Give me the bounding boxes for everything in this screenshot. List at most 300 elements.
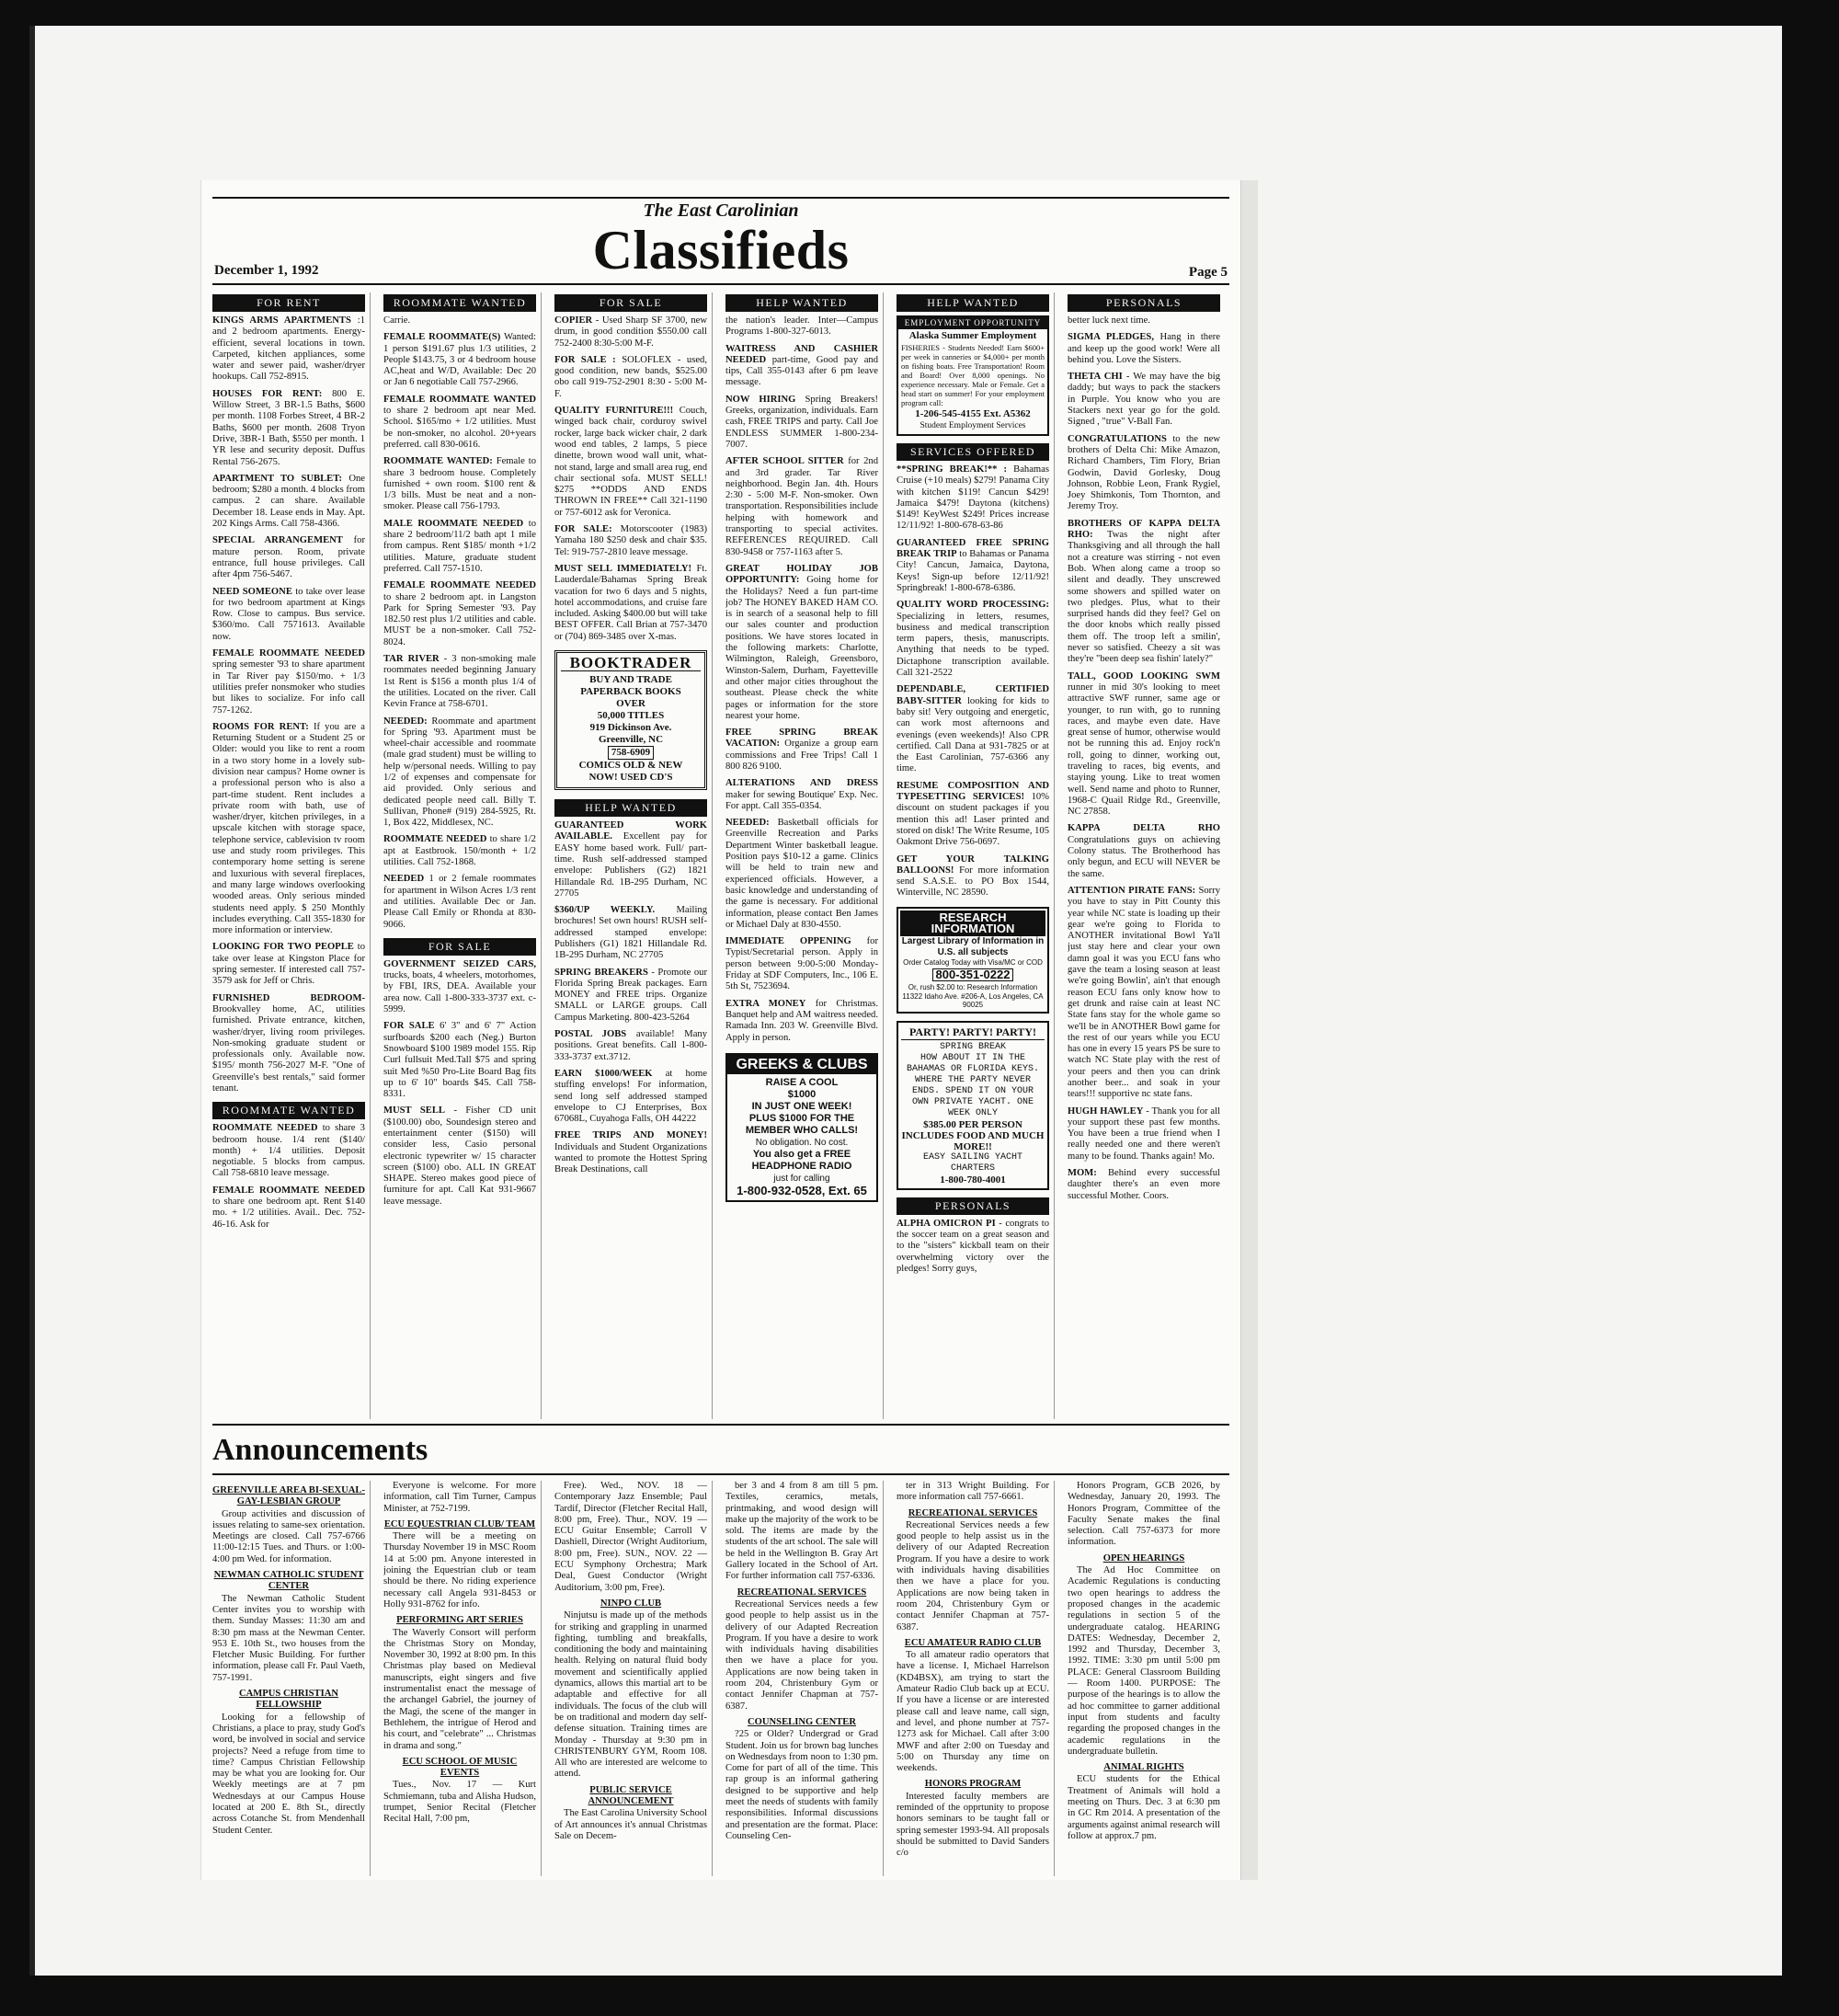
ad-body: Brookvalley home, AC, utilities furnished. Private entrance, kitchen, washer/dryer, living room privileges. Non-smoking graduate student or professionals only. Available now. $195/ month 756-2027 M-F. "One of Greenville's best rentals," said former tenant.: [212, 1003, 365, 1094]
classified-ad: [1068, 332, 1220, 366]
classified-ad: [1068, 886, 1220, 1101]
classified-ad: [897, 1219, 1049, 1275]
classified-ad: [383, 519, 536, 575]
column-divider: [883, 292, 884, 1419]
booktrader-ad: [554, 650, 707, 790]
alaska-ad-body: FISHERIES - Students Needed! Earn $600+ per week in canneries or $4,000+ per month on fishing boats. Free Transportation! Room and Board! Over 8,000 openings. No experience necessary. Male or Female. Get a head start on summer! For your employment program call:: [901, 343, 1045, 407]
classified-ad: [725, 456, 878, 558]
classified-ad: [1068, 823, 1220, 879]
ad-lead: TAR RIVER: [383, 654, 440, 665]
announcement-text: ?25 or Older? Undergrad or Grad Student. Join us for brown bag lunches on Wednesdays from noon to 1:30 pm. Come for part of all of the time. This rap group is an informal gathering designed to be supportive and help meet the needs of students with family responsibilities. Informal discussions and presentation are the format. Place: Counseling Cen-: [725, 1729, 878, 1841]
announcement-heading: COUNSELING CENTER: [747, 1716, 857, 1727]
ad-lead: FOR SALE:: [554, 524, 612, 535]
ad-body: to share 1/2 apt at Eastbrook. 150/month + 1/2 utilities. Call 752-1868.: [383, 834, 536, 868]
announcement-column-2: [383, 1481, 536, 1876]
classified-ad: [897, 854, 1049, 899]
section-header: FOR RENT: [212, 292, 365, 312]
ad-body: to take over lease at Kingston Place for spring semester. If interested call 757-3579 ask for Jeff or Chris.: [212, 942, 365, 987]
classified-ad: [554, 1130, 707, 1175]
ad-body: - Thank you for all your support these past few months. You have been a true friend when I really needed one and there weren't many to be found. Thanks again! Mo.: [1068, 1105, 1220, 1162]
announcements-rule: [212, 1473, 1229, 1475]
booktrader-line: 50,000 TITLES: [597, 710, 665, 722]
ad-lead: POSTAL JOBS: [554, 1029, 627, 1040]
classified-ad: [212, 389, 365, 468]
greeks-ad-line: IN JUST ONE WEEK!: [751, 1100, 852, 1112]
classified-column-2: [383, 292, 536, 1419]
classified-ad: [383, 1105, 536, 1208]
classified-ad: [383, 716, 536, 830]
announcement-heading: RECREATIONAL SERVICES: [908, 1507, 1038, 1518]
classified-ad: [212, 648, 365, 716]
ad-body: looking for kids to baby sit! Very outgoing and energetic, can work most afternoons and evenings (even weekends)! Also CPR certified. Call Dana at 931-7825 or at the East Carolinian, 757-6366 any time.: [897, 695, 1049, 774]
greeks-ad-line: MEMBER WHO CALLS!: [745, 1124, 859, 1136]
classified-ad: [725, 999, 878, 1044]
ad-lead: WAITRESS AND CASHIER NEEDED: [725, 343, 878, 365]
ad-lead: ROOMS FOR RENT:: [212, 721, 309, 732]
ad-lead: APARTMENT TO SUBLET:: [212, 473, 343, 484]
announcement-text: The Ad Hoc Committee on Academic Regulations is conducting two open hearings to address the proposed changes in the academic regulations in section 5 of the undergraduate catalog. HEARING DATES: Wednesday, December 2, 1992 and Thursday, December 3, 1992. TIME: 3:30 pm until 5:00 pm PLACE: General Classroom Building — Room 1400. PURPOSE: The purpose of the hearings is to allow the ad hoc committee to garner additional input from students and faculty regarding the proposed changes in the academic regulations in the undergraduate bulletin.: [1068, 1565, 1220, 1757]
classified-ad: [383, 580, 536, 648]
section-title: Classifieds: [592, 220, 850, 281]
page-shadow: [1239, 180, 1258, 1880]
announcement-heading: OPEN HEARINGS: [1102, 1552, 1185, 1564]
announcement-text: Interested faculty members are reminded of the opprtunity to propose honors seminars to be taught fall or spring semester 1993-94. All proposals should be submitted to David Sanders c/o: [897, 1791, 1049, 1859]
alaska-ad-phone: 1-206-545-4155 Ext. A5362: [915, 408, 1031, 419]
ad-body: Carrie.: [383, 315, 411, 326]
classified-ad: [554, 905, 707, 961]
ad-body: for mature person. Room, private entrance, full house privileges. Call after 4pm 756-5467.: [212, 535, 365, 580]
ad-lead: QUALITY WORD PROCESSING:: [897, 600, 1049, 611]
classified-ad: [212, 993, 365, 1095]
announcement-text: The East Carolina University School of Art announces it's annual Christmas Sale on Decem-: [554, 1808, 707, 1841]
ad-body: Excellent pay for EASY home based work. Full/ part-time. Rush self-addressed stamped envelope: Publishers (G2) 1821 Hillandale Rd. 1B-295 Durham, NC 27705: [554, 831, 707, 899]
greeks-ad-line: $1000: [787, 1088, 817, 1100]
booktrader-line: COMICS OLD & NEW: [578, 760, 683, 772]
ad-body: SOLOFLEX - used, good condition, new bands, $525.00 obo call 919-752-2901 8:30 - 5:00 M-F.: [554, 354, 707, 399]
classified-ad: [383, 315, 536, 326]
classified-ad: [212, 1186, 365, 1231]
ad-body: to share 3 bedroom house. 1/4 rent ($140/ month) + 1/4 utilities. Deposit negotiable. 5 blocks from campus. Call 758-6810 leave message.: [212, 1123, 365, 1179]
ad-lead: ATTENTION PIRATE FANS:: [1068, 885, 1196, 896]
announcement-column-1: [212, 1481, 365, 1876]
classified-ad: [554, 564, 707, 643]
greeks-ad-line: PLUS $1000 FOR THE: [748, 1112, 855, 1124]
announcement-text: Everyone is welcome. For more information, call Tim Turner, Campus Minister, at 752-7199.: [383, 1481, 536, 1514]
ad-lead: FOR SALE: [383, 1021, 435, 1032]
ad-body: Congratulations guys on achieving Colony status. The Brotherhood has only begun, and ECU will NEVER be the same.: [1068, 834, 1220, 879]
research-ad-address: Or, rush $2.00 to: Research Information 11322 Idaho Ave. #206-A, Los Angeles, CA 90025: [902, 983, 1044, 1010]
announcement-text: There will be a meeting on Thursday November 19 in MSC Room 14 at 5:00 pm. Anyone interested in joining the Equestrian club or team should be there. No riding experience necessary call Angela 931-8453 or Holly 931-8762 for info.: [383, 1531, 536, 1609]
ad-lead: NEEDED:: [383, 716, 428, 727]
column-divider: [712, 1481, 713, 1876]
booktrader-line: NOW! USED CD'S: [588, 772, 673, 784]
classified-ad: [212, 535, 365, 580]
party-ad-line: SPRING BREAK: [939, 1041, 1006, 1052]
ad-body: - We may have the big daddy; but ways to pack the stackers in Purple. You know who you are Stackers next year go for the gold. Signed , "true" V-Ball Fan.: [1068, 372, 1220, 428]
ad-body: Basketball officials for Greenville Recreation and Parks Department Winter basketball league. Position pays $10-12 a game. Clinics will be held to train new and experienced officials. However, a basic knowledge and understanding of the game is necessary. For additional information, please contact Ben James or Michael Daly at 830-4550.: [725, 818, 878, 930]
announcement-text: The Waverly Consort will perform the Christmas Story on Monday, November 30, 1992 at 8:00 pm. In this Christmas play based on Medieval manuscripts, eight singers and five instrumentalist enact the message of the archangel Gabriel, the journey of the Magi, the scene of the manger in Bethlehem, the intrigue of Herod and his court, and "celebrate" ... Christmas in drama and song.": [383, 1627, 536, 1751]
ad-body: - Fisher CD unit ($100.00) obo, Soundesign stereo and entertainment center ($150) will consider less, Casio personal electronic typewriter w/ 15 character screen ($100) obo. ALL IN GREAT SHAPE. Stereo makes good piece of furniture for apt. Call Kat 931-9667 leave message.: [383, 1105, 536, 1207]
ad-lead: NEEDED: [383, 874, 425, 885]
section-header: PERSONALS: [897, 1196, 1049, 1215]
ad-lead: ALPHA OMICRON PI: [897, 1218, 996, 1229]
announcement-text: Group activities and discussion of issues relating to same-sex orientation. Meetings are closed. Call 757-6766 11:00-12:15 Tues. and Thurs. or 1:00-4:00 pm Wed. for information.: [212, 1508, 365, 1564]
ad-lead: QUALITY FURNITURE!!!: [554, 406, 674, 417]
ad-body: Going home for the Holidays? Need a fun part-time job? The HONEY BAKED HAM CO. is in search of a seasonal help to fill our sales counter and production positions. We have stores located in the following markets: Charlotte, Wilmington, Raleigh, Greensboro, Winston-Salem, Durham, Fayetteville and other major cities throughout the southeast. Please check the white pages or information for the store nearest your home.: [725, 575, 878, 721]
announcement-heading: NINPO CLUB: [600, 1598, 662, 1609]
classified-ad: [554, 406, 707, 519]
classified-ad: [725, 315, 878, 338]
classified-ad: [897, 464, 1049, 533]
ad-body: Behind every successful daughter there's an even more successful Mother. Coors.: [1068, 1168, 1220, 1201]
booktrader-phone-row: [561, 746, 701, 760]
classified-ad: [554, 968, 707, 1024]
ad-lead: GOVERNMENT SEIZED CARS,: [383, 958, 536, 969]
ad-lead: GUARANTEED FREE SPRING BREAK TRIP: [897, 537, 1049, 560]
classified-ad: [383, 959, 536, 1015]
ad-body: Twas the night after Thanksgiving and all through the hall not a creature was stirring - not even Bob. When along came a troop so silent and deadly. They unscrewed some showers and spilled water on two pledges. Plus, what to their surprised hands did they feel? Gel on the door knobs which really pissed them off. The troop left a smilin', never so satisfied. Cheezy a sit was they're "been deep sea fishin' lately?": [1068, 530, 1220, 665]
classified-ad: [897, 781, 1049, 849]
ad-body: Couch, winged back chair, corduroy swivel rocker, large back wicker chair, 2 dark wood end tables, 2 lamps, 5 piece dinette, brown wood wall unit, what-not stand, large and small area rug, end chair sectional sofa. MUST SELL! $275 **ODDS AND ENDS THROWN IN FREE** Call 321-1190 or 757-6012 ask for Veronica.: [554, 406, 707, 518]
ad-lead: MOM:: [1068, 1168, 1097, 1179]
ad-body: Ft. Lauderdale/Bahamas Spring Break vacation for two 6 days and 5 nights, hotel accommodations, and cruise fare included. Asking $400.00 but will take BEST OFFER. Call Brian at 757-3470 or (704) 869-3485 over X-mas.: [554, 563, 707, 642]
ad-lead: MALE ROOMMATE NEEDED: [383, 518, 524, 529]
greeks-ad-line: just for calling: [773, 1173, 830, 1184]
classified-ad: [897, 600, 1049, 679]
ad-lead: GET YOUR TALKING BALLOONS!: [897, 853, 1049, 876]
classified-ad: [725, 344, 878, 389]
ad-body: Female to share 3 bedroom house. Completely furnished + own room. $100 rent & 1/3 bills. Must be neat and a non-smoker. Please call 756-1793.: [383, 456, 536, 512]
announcement-text: Looking for a fellowship of Christians, a place to pray, study God's word, be involved in social and service projects? Need a refuge from time to time? Campus Christian Fellowship may be what you are looking for. Our Weekly meetings are at 7 pm Wednesdays at our Campus House located at 200 E. 8th St., directly across Cotanche St. from Mendenhall Student Center.: [212, 1712, 365, 1836]
classified-column-5: [897, 292, 1049, 1419]
ad-lead: FREE TRIPS AND MONEY!: [554, 1130, 707, 1141]
announcement-column-3: [554, 1481, 707, 1876]
announcement-text: The Newman Catholic Student Center invites you to worship with them. Sunday Masses: 11:30 am and 8:30 pm mass at the Newman Center. 953 E. 10th St., two houses from the Fletcher Music Building. For further information, please call Fr. Paul Vaeth, 757-1991.: [212, 1593, 365, 1683]
greeks-clubs-ad: [725, 1053, 878, 1202]
ad-lead: IMMEDIATE OPPENING: [725, 936, 851, 947]
classified-ad: [725, 564, 878, 722]
section-header: HELP WANTED: [897, 292, 1049, 312]
column-divider: [1054, 292, 1055, 1419]
classified-ad: [554, 820, 707, 899]
ad-body: to share 2 bedroom apt. in Langston Park for Spring Semester '93. Pay 182.50 rest plus 1/2 utilities and cable. MUST be a non-smoker. Call 752-8024.: [383, 591, 536, 647]
classified-ad: [1068, 1168, 1220, 1202]
ad-body: for 2nd and 3rd grader. Tar River neighborhood. Begin Jan. 4th. Hours 2:30 - 5:00 M-F. Non-smoker. Own transportation. Responsibilities include helping with homework and transporting to special activites. REFERENCES REQUIRED. Call 830-9458 or 757-1163 after 5.: [725, 456, 878, 557]
research-ad-phone: 800-351-0222: [932, 968, 1014, 981]
greeks-ad-line: RAISE A COOL: [765, 1076, 839, 1088]
ad-lead: EXTRA MONEY: [725, 998, 806, 1009]
masthead-bottom-rule: [212, 283, 1229, 285]
announcement-heading: PUBLIC SERVICE ANNOUNCEMENT: [588, 1784, 674, 1807]
booktrader-line: 919 Dickinson Ave.: [589, 722, 672, 734]
ad-body: to share one bedroom apt. Rent $140 mo. + 1/2 utilities. Avail.. Dec. 752-46-16. Ask for: [212, 1197, 365, 1230]
announcement-text: Recreational Services needs a few good people to help assist us in the delivery of our Adapted Recreation Program. If you have a desire to work with individuals having disabilities then we have a place for you. Applications are now being taken in room 204, Christenbury Gym or contact Jennifer Chapman at 757-6387.: [725, 1598, 878, 1712]
classified-ad: [1068, 519, 1220, 666]
ad-lead: FEMALE ROOMMATE(S): [383, 332, 501, 343]
party-ad-price: $385.00 PER PERSON INCLUDES FOOD AND MUCH MORE!!: [901, 1118, 1045, 1152]
issue-date: December 1, 1992: [214, 263, 319, 278]
classified-ad: [1068, 434, 1220, 513]
column-divider: [883, 1481, 884, 1876]
ad-body: Spring Breakers! Greeks, organization, individuals. Earn cash, FREE TRIPS and party. Call Joe ENDLESS SUMMER 1-800-234-7007.: [725, 394, 878, 450]
section-header: PERSONALS: [1068, 292, 1220, 312]
ad-lead: EARN $1000/WEEK: [554, 1068, 653, 1079]
classified-ad: [725, 778, 878, 812]
announcement-text: Tues., Nov. 17 — Kurt Schmiemann, tuba and Alisha Hudson, trumpet, Senior Recital (Fletcher Recital Hall, 7:00 pm,: [383, 1780, 536, 1825]
classified-column-1: [212, 292, 365, 1419]
newspaper-page: [200, 180, 1241, 1880]
ad-body: 1 or 2 female roommates for apartment in Wilson Acres 1/3 rent and utilities. Available Dec or Jan. Please Call Emily or Rhonda at 830-9066.: [383, 874, 536, 930]
research-ad-order: Order Catalog Today with Visa/MC or COD: [903, 957, 1043, 967]
greeks-ad-line: No obligation. No cost.: [755, 1137, 849, 1148]
announcement-text: To all amateur radio operators that have a license. I, Michael Harrelson (KD4BSX), am trying to start the Amateur Radio Club back up at ECU. If you have a license or are interested please call and leave name, call sign, and level, and phone number at 757-1273 ask for Michael. Call after 3:00 MWF and after 2:00 on Tuesday and 5:00 on Thursday any time on weekends.: [897, 1650, 1049, 1774]
ad-body: maker for sewing Boutique' Exp. Nec. For appt. Call 355-0354.: [725, 789, 878, 811]
ad-body: Bahamas Cruise (+10 meals) $279! Panama City with kitchen $119! Cancun $429! Jamaica $479! Daytona (kitchens) $149! KeyWest $249! Prices increase 12/11/92! 1-800-678-63-86: [897, 464, 1049, 532]
ad-body: spring semester '93 to share apartment in Tar River pay $150/mo. + 1/3 utilities prefer nonsmoker who studies but likes to socialize. For info call 757-1262.: [212, 659, 365, 716]
ad-lead: FEMALE ROOMMATE NEEDED: [383, 580, 536, 591]
announcement-heading: HONORS PROGRAM: [924, 1779, 1022, 1790]
announcement-text: ter in 313 Wright Building. For more information call 757-6661.: [897, 1481, 1049, 1503]
ad-body: - Promote our Florida Spring Break packages. Earn MONEY and FREE trips. Organize SMALL or LARGE groups. Call Campus Marketing. 800-423-5264: [554, 967, 707, 1023]
classified-ad: [554, 315, 707, 349]
classified-ad: [1068, 372, 1220, 428]
ad-body: to share 2 bedroom/11/2 bath apt 1 mile from campus. Rent $185/ month +1/2 utilities. Mature, graduate student preferred. Call 757-1510.: [383, 518, 536, 574]
classified-ad: [383, 332, 536, 388]
announcement-text: ber 3 and 4 from 8 am till 5 pm. Textiles, ceramics, metals, printmaking, and wood design will make up the majority of the work to be sold. The items are made by the students of the art school. The sale will be held in the Wellington B. Gray Art Gallery located in the School of Art. For further information call 757-6336.: [725, 1481, 878, 1582]
ad-lead: AFTER SCHOOL SITTER: [725, 456, 844, 467]
classified-ad: [725, 818, 878, 931]
announcement-text: ECU students for the Ethical Treatment of Animals will hold a meeting on Thurs. Dec. 3 at 6:30 pm in GC Rm 2014. A presentation of the arguments against animal research will follow at approx.7 pm.: [1068, 1774, 1220, 1841]
ad-body: Motorscooter (1983) Yamaha 180 $250 desk and chair $35. Tel: 919-757-2810 leave message.: [554, 524, 707, 557]
ad-body: Organize a group earn commissions and Free Trips! Call 1 800 826 9100.: [725, 739, 878, 772]
research-phone-row: [900, 967, 1045, 983]
announcement-column-4: [725, 1481, 878, 1876]
page-number: Page 5: [1188, 265, 1228, 280]
announcement-heading: ECU EQUESTRIAN CLUB/ TEAM: [383, 1518, 536, 1529]
classified-ad: [383, 834, 536, 868]
party-spring-break-ad: [897, 1021, 1049, 1190]
announcement-heading: ECU AMATEUR RADIO CLUB: [904, 1637, 1042, 1648]
party-ad-head: PARTY! PARTY! PARTY!: [901, 1025, 1045, 1040]
ad-lead: COPIER: [554, 315, 593, 326]
ad-body: at home stuffing envelops! For information, send long self addressed stamped envelope to CJ Enterprises, Box 67068L, Cuyahoga Falls, OH 44222: [554, 1068, 707, 1125]
section-header: SERVICES OFFERED: [897, 441, 1049, 461]
party-ad-phone: 1-800-780-4001: [940, 1174, 1006, 1186]
ad-body: One bedroom; $280 a month. 4 blocks from campus. 2 can share. Available December 18. Lease ends in May. Apt. 202 Kings Arms. Call 758-4366.: [212, 473, 365, 530]
ad-lead: MUST SELL: [383, 1105, 445, 1117]
ad-body: If you are a Returning Student or a Student 25 or Older: would you like to rent a room in a two story home in a lovely sub-division near campus? Home owner is a professional person who is also a part-time student. Rent includes a private room with bath, use of washer/dryer, kitchen privileges, in a upscale kitchen with storage space, telephone service, cablevision tv room use and study room privileges. This contemporary home setting is serene and luxurious with several fireplaces, and many large windows overlooking wooded areas. Only serious minded students need apply. $ 250 Monthly includes everything. Call 355-1830 for more information or interview.: [212, 721, 365, 936]
ad-lead: NOW HIRING: [725, 394, 796, 405]
ad-lead: FEMALE ROOMMATE WANTED: [383, 394, 536, 405]
column-divider: [370, 1481, 371, 1876]
scan-edge: [29, 26, 35, 1976]
paper-name: The East Carolinian: [643, 200, 799, 221]
announcement-heading: GREENVILLE AREA BI-SEXUAL-GAY-LESBIAN GROUP: [212, 1485, 365, 1507]
announcement-text: Recreational Services needs a few good people to help assist us in the delivery of our Adapted Recreation Program. If you have a desire to work with individuals having disabilities then we have a place for you. Applications are now being taken in room 204, Christenbury Gym or contact Jennifer Chapman at 757-6387.: [897, 1519, 1049, 1632]
ad-lead: TALL, GOOD LOOKING SWM: [1068, 670, 1220, 682]
section-header: HELP WANTED: [554, 797, 707, 817]
booktrader-line: PAPERBACK BOOKS: [580, 686, 681, 698]
classified-ad: [212, 942, 365, 987]
classified-ad: [212, 587, 365, 643]
classified-ad: [725, 936, 878, 992]
classified-column-3: [554, 292, 707, 1419]
ad-body: to take over lease for two bedroom apartment at Kings Row. Close to campus. Bus service. $360/mo. Call 7571613. Available now.: [212, 586, 365, 642]
booktrader-line: OVER: [616, 698, 645, 710]
ad-body: to share 2 bedroom apt near Med. School. $165/mo + 1/2 utilities. Must be non-smoker, no alcohol. 20+years preferred. call 830-0616.: [383, 406, 536, 450]
ad-body: for Typist/Secretarial person. Apply in person between 9:00-5:00 Monday-Friday at SDF Computers, Inc., 106 E. 5th St, 7523694.: [725, 936, 878, 992]
ad-body: to the new brothers of Delta Chi: Mike Amazon, Richard Chambers, Tim Flory, Brian Godwin, David Gorlesky, Doug Johnson, Robbie Leon, Frank Rygiel, Joey Shimkonis, Tom Thornton, and Jeremy Troy.: [1068, 433, 1220, 512]
ad-body: Specializing in letters, resumes, business and medical transcription term papers, thesis, manuscripts. Anything that needs to be typed. Dictaphone transcription available. Call 321-2522: [897, 611, 1049, 679]
ad-lead: KINGS ARMS APARTMENTS: [212, 315, 351, 326]
ad-body: 10% discount on student packages if you mention this ad! Laser printed and stored on disk! The Write Resume, 105 Oakmont Drive 756-0697.: [897, 792, 1049, 848]
classified-ad: [554, 355, 707, 400]
ad-lead: ALTERATIONS AND DRESS: [725, 778, 878, 789]
alaska-ad-signature: Student Employment Services: [920, 421, 1026, 430]
ad-lead: THETA CHI: [1068, 372, 1123, 383]
booktrader-title: BOOKTRADER: [561, 657, 701, 671]
announcement-heading: PERFORMING ART SERIES: [396, 1615, 523, 1626]
ad-lead: FOR SALE :: [554, 354, 616, 365]
party-ad-line: HOW ABOUT IT IN THE BAHAMAS OR FLORIDA KEYS. WHERE THE PARTY NEVER ENDS. SPEND IT ON YOUR OWN PRIVATE YACHT. ONE WEEK ONLY: [906, 1052, 1040, 1118]
ad-lead: BROTHERS OF KAPPA DELTA RHO:: [1068, 518, 1220, 541]
announcements-title: Announcements: [212, 1433, 428, 1467]
section-header: ROOMMATE WANTED: [383, 292, 536, 312]
announcement-heading: RECREATIONAL SERVICES: [737, 1586, 867, 1598]
announcement-text: Free). Wed., NOV. 18 — Contemporary Jazz Ensemble; Paul Tardif, Director (Fletcher Recital Hall, 8:00 pm, Free). Thur., NOV. 19 — ECU Guitar Ensemble; Carroll V Dashiell, Director (Wright Auditorium, 8:00 pm, Free). SUN., NOV. 22 — ECU Symphony Orchestra; Mark Deal, Guest Conductor (Wright Auditorium, 3:00 pm, Free).: [554, 1481, 707, 1593]
classified-ad: [212, 315, 365, 384]
booktrader-line: Greenville, NC: [598, 734, 664, 746]
classified-ad: [1068, 315, 1220, 326]
classified-ad: [383, 654, 536, 710]
ad-body: :1 and 2 bedroom apartments. Energy-efficient, several locations in town. Carpeted, kitchen appliances, some water and sewer paid, washer/dryer hookups. Call 752-8915.: [212, 315, 365, 383]
announcement-text: Ninjutsu is made up of the methods for striking and grappling in unarmed fighting, tumbling and breakfalls, conditioning the body and maintaining health. Relying on natural fluid body movement and scientifically applied dynamics, allows this martial art to be adaptable and effective for all individuals. The focus of the club will be on traditional and modern day self-defense situation. Training times are Monday - Thursday at 9:30 pm in CHRISTENBURY GYM, Room 108. All who are interested are welcome to attend.: [554, 1610, 707, 1780]
ad-lead: NEED SOMEONE: [212, 586, 292, 597]
ad-lead: ROOMMATE NEEDED: [212, 1123, 318, 1134]
greeks-ad-line: HEADPHONE RADIO: [751, 1160, 852, 1172]
ad-lead: $360/UP WEEKLY.: [554, 905, 656, 916]
announcement-text: Honors Program, GCB 2026, by Wednesday, January 20, 1993. The Honors Program, Committee of the Faculty Senate makes the final selection. Call 757-6373 for more information.: [1068, 1481, 1220, 1548]
classified-ad: [897, 538, 1049, 594]
greeks-ad-line: You also get a FREE: [752, 1148, 851, 1160]
column-divider: [541, 292, 542, 1419]
ad-body: available! Many positions. Great benefits. Call 1-800-333-3737 ext.3712.: [554, 1029, 707, 1062]
ad-lead: NEEDED:: [725, 818, 770, 829]
ad-lead: FURNISHED BEDROOM-: [212, 992, 365, 1003]
column-divider: [712, 292, 713, 1419]
alaska-employment-ad: [897, 315, 1049, 436]
section-header: HELP WANTED: [725, 292, 878, 312]
ad-body: the nation's leader. Inter—Campus Programs 1-800-327-6013.: [725, 315, 878, 338]
announcements-top-rule: [212, 1424, 1229, 1426]
ad-lead: GUARANTEED WORK AVAILABLE.: [554, 820, 707, 842]
greeks-ad-phone: 1-800-932-0528, Ext. 65: [737, 1183, 867, 1197]
section-header: FOR SALE: [554, 292, 707, 312]
ad-lead: **SPRING BREAK!** :: [897, 464, 1008, 475]
ad-body: better luck next time.: [1068, 315, 1151, 326]
party-ad-company: EASY SAILING YACHT CHARTERS: [922, 1151, 1023, 1174]
column-divider: [1054, 1481, 1055, 1876]
ad-body: 6' 3" and 6' 7" Action surfboards $200 each (Neg.) Burton Snowboard $100 1989 model 155. Rip Curl fullsuit Med.Tall $75 and spring suit Med %50 Pro-Lite Board Bag fits up to 6' 10" boards $45. Call 758-8331.: [383, 1021, 536, 1100]
ad-lead: KAPPA DELTA RHO: [1068, 823, 1220, 834]
research-ad-sub: Largest Library of Information in U.S. all subjects: [901, 935, 1045, 957]
classified-ad: [1068, 1106, 1220, 1163]
ad-lead: SPRING BREAKERS: [554, 967, 648, 978]
classified-ad: [383, 395, 536, 451]
ad-lead: SPECIAL ARRANGEMENT: [212, 535, 343, 546]
ad-body: to Bahamas or Panama City! Cancun, Jamaica, Daytona, Keys! Sign-up before 12/11/92! Springbreak! 1-800-678-6386.: [897, 549, 1049, 593]
ad-body: - 3 non-smoking male roommates needed beginning January 1st Rent is $156 a month plus 1/4 of the utilities. Located on the river. Call Kevin France at 758-6701.: [383, 654, 536, 710]
ad-body: Mailing brochures! Set own hours! RUSH self-addressed stamped envelope: Publishers (G1) 1821 Hillandale Rd. 1B-295 Durham, NC 27705: [554, 905, 707, 961]
ad-body: - Used Sharp SF 3700, new drum, in good condition $550.00 call 752-2400 8:30-5:00 M-F.: [554, 315, 707, 349]
classified-ad: [212, 722, 365, 937]
greeks-ad-head: GREEKS & CLUBS: [727, 1055, 876, 1074]
ad-body: part-time, Good pay and tips, Call 355-0143 after 6 pm leave message.: [725, 354, 878, 388]
classified-ad: [212, 1123, 365, 1179]
announcement-column-6: [1068, 1481, 1220, 1876]
ad-body: Individuals and Student Organizations wanted to promote the Hottest Spring Break Destinations, call: [554, 1141, 707, 1175]
ad-lead: FEMALE ROOMMATE NEEDED: [212, 1185, 365, 1196]
announcement-column-5: [897, 1481, 1049, 1876]
classified-ad: [212, 474, 365, 530]
classified-ad: [897, 684, 1049, 774]
classified-ad: [383, 874, 536, 930]
classified-ad: [1068, 671, 1220, 819]
ad-lead: ROOMMATE WANTED:: [383, 456, 493, 467]
classified-column-6: [1068, 292, 1220, 1419]
ad-body: 800 E. Willow Street, 3 BR-1.5 Baths, $600 per month. 1108 Forbes Street, 4 BR-2 Baths, $600 per month. 2608 Tryon Drive, 3BR-1 Bath, $550 per month. 1 YR lese and security deposit. Duffus Rental 756-2675.: [212, 388, 365, 467]
classified-ad: [725, 727, 878, 773]
classified-ad: [383, 456, 536, 512]
masthead-top-rule: [212, 197, 1229, 199]
alaska-ad-banner: EMPLOYMENT OPPORTUNITY: [898, 317, 1047, 329]
ad-lead: ROOMMATE NEEDED: [383, 834, 487, 845]
ad-lead: HUGH HAWLEY: [1068, 1105, 1144, 1117]
research-ad-head: RESEARCH INFORMATION: [900, 911, 1045, 936]
classified-ad: [554, 1029, 707, 1063]
announcement-heading: ECU SCHOOL OF MUSIC EVENTS: [402, 1756, 518, 1779]
ad-lead: MUST SELL IMMEDIATELY!: [554, 563, 692, 574]
classified-ad: [725, 395, 878, 451]
ad-lead: FREE SPRING BREAK VACATION:: [725, 727, 878, 750]
ad-lead: LOOKING FOR TWO PEOPLE: [212, 942, 354, 953]
ad-lead: GREAT HOLIDAY JOB OPPORTUNITY:: [725, 563, 878, 586]
booktrader-phone: 758-6909: [608, 746, 654, 760]
ad-body: trucks, boats, 4 wheelers, motorhomes, by FBI, IRS, DEA. Available your area now. Call 1-800-333-3737 ext. c-5999.: [383, 970, 536, 1015]
booktrader-line: BUY AND TRADE: [589, 674, 672, 686]
ad-lead: RESUME COMPOSITION AND TYPESETTING SERVICES!: [897, 780, 1049, 803]
ad-lead: CONGRATULATIONS: [1068, 433, 1167, 444]
ad-lead: DEPENDABLE, CERTIFIED BABY-SITTER: [897, 684, 1049, 706]
section-header: ROOMMATE WANTED: [212, 1100, 365, 1119]
ad-body: runner in mid 30's looking to meet attractive SWF runner, same age or younger, to run with, go to running races, and maybe even date. Have great sense of humor, otherwise would not be running this ad. Enjoy rock'n roll, going to dinner, working out, traveling to races, big events, and staying young. Like to treat women well. Send name and photo to Runner, 1968-C Quail Ridge Rd., Greenville, NC 27858.: [1068, 682, 1220, 818]
ad-body: - congrats to the soccer team on a great season and to the "sisters" kickball team on their overwhelming victory over the pledges! Sorry guys,: [897, 1218, 1049, 1274]
ad-lead: FEMALE ROOMMATE NEEDED: [212, 648, 365, 659]
ad-body: Hang in there and keep up the good work! Were all behind you. Love the Sisters.: [1068, 332, 1220, 365]
research-information-ad: [897, 907, 1049, 1014]
column-divider: [370, 292, 371, 1419]
classified-ad: [554, 1069, 707, 1125]
ad-body: For more information send S.A.S.E. to PO Box 1544, Winterville, NC 28590.: [897, 865, 1049, 899]
ad-body: Roommate and apartment for Spring '93. Apartment must be wheel-chair accessible and roommate (male grad student) must be willing to help w/personal needs. Willing to pay 1/2 of expenses and compensate for aid provided. Only serious and dedicated people need call. Billy T. Sullivan, Phone# (919) 284-5925, Rt. 1, Box 422, Middlesex, NC.: [383, 716, 536, 829]
announcement-heading: ANIMAL RIGHTS: [1103, 1762, 1184, 1773]
ad-lead: HOUSES FOR RENT:: [212, 388, 323, 399]
section-header: FOR SALE: [383, 936, 536, 956]
ad-body: Sorry you have to stay in Pitt County this year while NC state is loading up their gear we're going to Florida to ANOTHER invitational Bowl Ya'll just stay here and clear your own damn goal it was you ECU fans who gave the team a losing season at least we're going Bowlin', ain't that enough reason ECU fans only know how to get drunk and raise cain at least NC State fans stay for the whole game so we'll be in ANOTHER Bowl game for the rest of our years while you ECU has one in every 15 years PS be sure to watch NC State play with the rest of your peers and then you can drink another beer... and soak in your tears!!! supportive nc state fans.: [1068, 885, 1220, 1100]
classified-ad: [554, 524, 707, 558]
announcement-heading: CAMPUS CHRISTIAN FELLOWSHIP: [238, 1689, 338, 1711]
ad-body: Wanted: 1 person $191.67 plus 1/3 utilities, 2 People $143.75, 3 or 4 bedroom house AC,heat and W/D, Available: Dec 20 or Jan 6 negotiable Call 757-2966.: [383, 332, 536, 388]
